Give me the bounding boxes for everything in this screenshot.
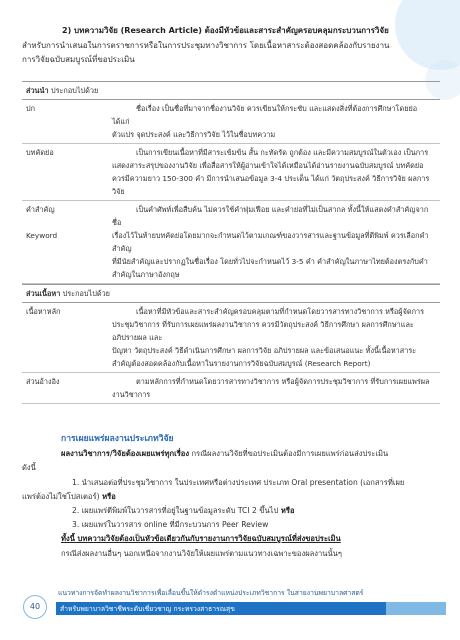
- publication-requirement: ทั้งนี้ บทความวิจัยต้องเป็นหัวข้อเดียวกันกับรายงานการวิจัยฉบับสมบูรณ์ที่ส่งขอประเมิน: [61, 534, 341, 544]
- section-header-intro: ส่วนนำ ประกอบไปด้วย: [22, 81, 440, 100]
- row-label: เนื้อหาหลัก: [26, 307, 61, 316]
- row-description: เป็นคำศัพท์เพื่อสืบค้น ไม่ควรใช้คำฟุ่มเฟือย และคำย่อที่ไม่เป็นสากล ทั้งนี้ให้แสดงคำสำคัญจากชื่อ เรื่องไว้ในท้ายบทคัดย่อโดยมากจะกำหนดไว้ตามเกณฑ์ของวารสารและฐานข้อมูลที่ตีพิมพ์ ควรเลือกคำสำคัญ ที่มีนัยสำคัญและปรากฏในชื่อเรื่อง โดยทั่วไปจะกำหนดไว้ 3-5 คำ คำสำคัญในภาษาไทยต้องตรงกับคำ สำคัญในภาษาอังกฤษ: [112, 205, 429, 279]
- page-footer: [0, 583, 460, 628]
- section-header-content: ส่วนเนื้อหา ประกอบไปด้วย: [22, 284, 440, 303]
- footer-subtitle-line: สำหรับพยาบาลวิชาชีพระดับเชี่ยวชาญ กระทรวงสาธารณสุข: [60, 605, 235, 613]
- publication-lead: ผลงานวิชาการ/วิจัยต้องเผยแพร่ทุกเรื่อง กรณีผลงานวิจัยที่ขอประเมินต้องมีการเผยแพร่ก่อนส่งประเมิน: [61, 449, 389, 459]
- table-row-cover: [22, 100, 440, 144]
- publication-other-works: กรณีส่งผลงานอื่นๆ นอกเหนือจากงานวิจัยให้เผยแพร่ตามแนวทางเฉพาะของผลงานนั้นๆ: [61, 548, 342, 558]
- intro-line-2: สำหรับการนำเสนอในการตราชการหรือในการประชุมทางวิชาการ โดยเนื้อหาสาระต้องสอดคล้องกับรายงาน: [22, 40, 390, 50]
- row-label: คำสำคัญ Keyword: [22, 201, 102, 283]
- publication-title: การเผยแพร่ผลงานประเภทวิจัย: [61, 434, 174, 444]
- row-sublabel: Keyword: [26, 231, 58, 240]
- row-description: เป็นการเขียนเนื้อหาที่มีสาระเข้มข้น สั้น กะทัดรัด ถูกต้อง และมีความสมบูรณ์ในตัวเอง เป็นการ แสดงสาระสรุปของงานวิจัย เพื่อสื่อสารให้ผู้อ่านเข้าใจได้เหมือนได้อ่านรายงานฉบับสมบูรณ์ บทคัดย่อ ควรมีความยาว 150-300 คำ มีการนำเสนอข้อมูล 3-4 ประเด็น ได้แก่ วัตถุประสงค์ วิธีการวิจัย ผลการ วิจัย: [112, 148, 430, 196]
- publication-section: [22, 432, 440, 561]
- row-label: ส่วนอ้างอิง: [26, 377, 60, 386]
- intro-line-3: การวิจัยฉบับสมบูรณ์ที่ขอประเมิน: [22, 55, 135, 64]
- page-number: 40: [23, 595, 47, 619]
- row-label: ปก: [26, 104, 36, 113]
- row-description: ตามหลักการที่กำหนดโดยวารสารทางวิชาการ หรือผู้จัดการประชุมวิชาการ ที่รับการเผยแพร่ผล งานวิชาการ: [112, 377, 430, 399]
- row-label: บทคัดย่อ: [26, 148, 54, 157]
- table-row-references: [22, 373, 440, 404]
- publication-item-3: 3. เผยแพร่ในวารสาร online ที่มีกระบวนการ Peer Review: [72, 520, 269, 530]
- publication-item-2: 2. เผยแพร่ตีพิมพ์ในวารสารที่อยู่ในฐานข้อมูลระดับ TCI 2 ขึ้นไป หรือ: [72, 506, 295, 516]
- row-description: เนื้อหาที่มีหัวข้อและสาระสำคัญครอบคลุมตามที่กำหนดโดยวารสารทางวิชาการ หรือผู้จัดการ ประชุมวิชาการ ที่รับการเผยแพร่ผลงานวิชาการ ควรมีวัตถุประสงค์ วิธีการศึกษา ผลการศึกษาและอภิปรายผล และ ปัญหา วัตถุประสงค์ วิธีดำเนินการศึกษา ผลการวิจัย อภิปรายผล และข้อเสนอแนะ ทั้งนี้เนื้อหาสาระ สำคัญต้องสอดคล้องกับเนื้อหาในรายงานการวิจัยฉบับสมบูรณ์ (Research Report): [112, 307, 425, 368]
- footer-band: [56, 602, 386, 615]
- row-description: ชื่อเรื่อง เป็นชื่อที่มาจากชื่องานวิจัย ควรเขียนให้กระชับ และแสดงสิ่งที่ต้องการศึกษาโดยย่อ ได้แก่ ตัวแปร จุดประสงค์ และวิธีการวิจัย ไว้ในชื่อบทความ: [112, 104, 418, 139]
- footer-title-line: แนวทางการจัดทำผลงานวิชาการเพื่อเลื่อนขึ้นให้ดำรงตำแหน่งประเภทวิชาการ ในสายงานพยาบาลศาสตร์: [58, 589, 364, 597]
- article-structure-table: [22, 81, 440, 404]
- intro-paragraph: [22, 24, 440, 68]
- table-row-keywords: [22, 201, 440, 284]
- intro-lead: 2) บทความวิจัย (Research Article) ต้องมีหัวข้อและสาระสำคัญครอบคลุมกระบวนการวิจัย: [62, 26, 389, 35]
- publication-item-1: 1. นำเสนอต่อที่ประชุมวิชาการ ในประเทศหรือต่างประเทศ ประเภท Oral presentation (เอกสารที่เผย: [72, 477, 405, 487]
- publication-lead-line-2: ดังนี้: [22, 463, 36, 473]
- table-row-abstract: [22, 144, 440, 201]
- table-row-main-content: [22, 303, 440, 373]
- footer-accent-bar: [386, 602, 446, 615]
- publication-item-1-cont: แพร่ต้องไม่ใช่โปสเตอร์) หรือ: [22, 491, 116, 501]
